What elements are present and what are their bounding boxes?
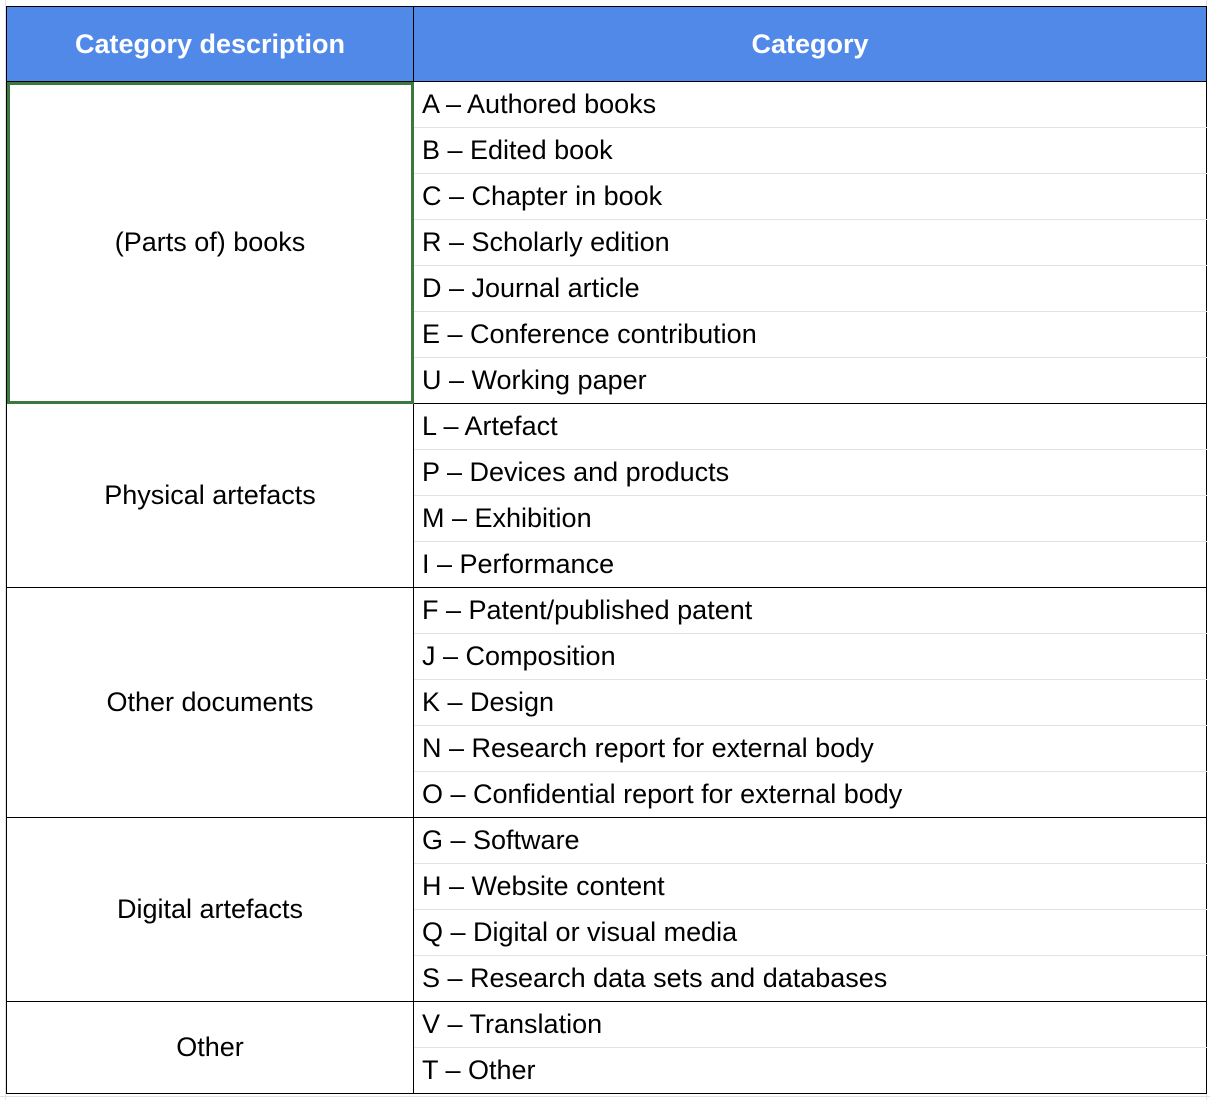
category-table bbox=[6, 6, 1207, 1094]
category-cell[interactable]: B – Edited book bbox=[414, 128, 1207, 174]
category-cell[interactable]: S – Research data sets and databases bbox=[414, 956, 1207, 1002]
category-cell[interactable]: E – Conference contribution bbox=[414, 312, 1207, 358]
category-cell[interactable]: F – Patent/published patent bbox=[414, 588, 1207, 634]
category-cell[interactable]: A – Authored books bbox=[414, 82, 1207, 128]
category-cell[interactable]: M – Exhibition bbox=[414, 496, 1207, 542]
category-cell[interactable]: Q – Digital or visual media bbox=[414, 910, 1207, 956]
category-cell[interactable]: R – Scholarly edition bbox=[414, 220, 1207, 266]
category-cell[interactable]: O – Confidential report for external body bbox=[414, 772, 1207, 818]
header-category-description[interactable]: Category description bbox=[7, 7, 414, 82]
grid-row-line bbox=[0, 1096, 1210, 1097]
category-cell[interactable]: J – Composition bbox=[414, 634, 1207, 680]
category-cell[interactable]: D – Journal article bbox=[414, 266, 1207, 312]
table-row bbox=[7, 1002, 1207, 1048]
category-cell[interactable]: U – Working paper bbox=[414, 358, 1207, 404]
table-body bbox=[7, 82, 1207, 1094]
category-cell[interactable]: N – Research report for external body bbox=[414, 726, 1207, 772]
category-cell[interactable]: C – Chapter in book bbox=[414, 174, 1207, 220]
header-category[interactable]: Category bbox=[414, 7, 1207, 82]
category-cell[interactable]: V – Translation bbox=[414, 1002, 1207, 1048]
category-cell[interactable]: H – Website content bbox=[414, 864, 1207, 910]
category-description-cell[interactable]: Other bbox=[7, 1002, 414, 1094]
category-description-cell[interactable]: Physical artefacts bbox=[7, 404, 414, 588]
category-cell[interactable]: K – Design bbox=[414, 680, 1207, 726]
category-description-cell[interactable]: Digital artefacts bbox=[7, 818, 414, 1002]
category-description-cell[interactable]: Other documents bbox=[7, 588, 414, 818]
table-row bbox=[7, 818, 1207, 864]
category-cell[interactable]: P – Devices and products bbox=[414, 450, 1207, 496]
category-cell[interactable]: G – Software bbox=[414, 818, 1207, 864]
table-row bbox=[7, 588, 1207, 634]
table-row bbox=[7, 404, 1207, 450]
category-cell[interactable]: L – Artefact bbox=[414, 404, 1207, 450]
category-description-cell[interactable]: (Parts of) books bbox=[7, 82, 414, 404]
table-row bbox=[7, 82, 1207, 128]
category-cell[interactable]: T – Other bbox=[414, 1048, 1207, 1094]
category-cell[interactable]: I – Performance bbox=[414, 542, 1207, 588]
header-row bbox=[7, 7, 1207, 82]
